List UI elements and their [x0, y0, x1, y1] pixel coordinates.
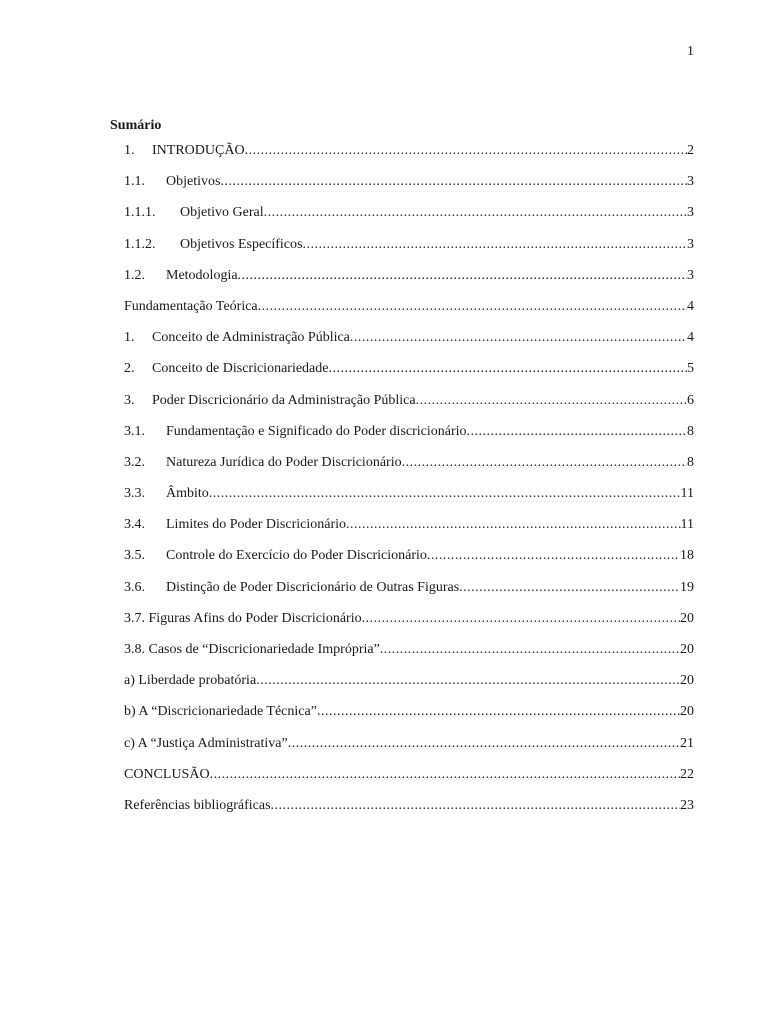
toc-entry-title: b) A “Discricionariedade Técnica” — [124, 704, 317, 720]
toc-entry-title: INTRODUÇÃO — [152, 143, 245, 158]
toc-entry[interactable] — [124, 358, 694, 389]
toc-dot-leader — [346, 514, 680, 536]
toc-entry[interactable] — [124, 296, 694, 327]
toc-dot-leader — [380, 639, 680, 661]
toc-entry-number: 3.2. — [124, 454, 145, 470]
toc-entry-title: CONCLUSÃO — [124, 766, 210, 782]
toc-dot-leader — [209, 483, 681, 505]
toc-entry[interactable] — [124, 670, 694, 701]
page-number: 1 — [687, 44, 694, 59]
toc-entry[interactable] — [124, 639, 694, 670]
toc-entry-number: 3.3. — [124, 486, 145, 502]
toc-entry-page: 3 — [687, 205, 694, 221]
toc-entry-page: 20 — [680, 642, 694, 657]
toc-entry-title: Fundamentação e Significado do Poder discricionário — [166, 423, 467, 439]
toc-entry-title: Controle do Exercício do Poder Discricionário — [166, 548, 427, 564]
toc-dot-leader — [210, 764, 680, 786]
toc-entry-page: 5 — [687, 361, 694, 377]
toc-entry[interactable] — [124, 421, 694, 452]
toc-entry-title: a) Liberdade probatória — [124, 673, 257, 689]
toc-entry-page: 19 — [680, 579, 694, 595]
toc-entry[interactable] — [124, 577, 694, 608]
toc-entry-title: Âmbito — [166, 486, 209, 502]
toc-dot-leader — [271, 795, 680, 817]
toc-entry-page: 23 — [680, 797, 694, 813]
toc-entry-title: Conceito de Administração Pública — [152, 330, 350, 346]
toc-entry[interactable] — [124, 452, 694, 483]
toc-dot-leader — [467, 421, 687, 443]
toc-entry-number: 1.1. — [124, 174, 145, 190]
toc-dot-leader — [220, 171, 687, 193]
toc-dot-leader — [416, 390, 687, 412]
toc-entry-title: Objetivos Específicos — [180, 236, 303, 252]
toc-entry-number: 3.6. — [124, 579, 145, 595]
toc-entry-page: 20 — [680, 673, 694, 689]
toc-entry-number: 1. — [124, 330, 135, 346]
toc-dot-leader — [402, 452, 687, 474]
toc-entry-number: 3. — [124, 392, 135, 408]
toc-dot-leader — [302, 234, 687, 256]
toc-entry[interactable] — [124, 140, 694, 171]
toc-entry[interactable] — [124, 234, 694, 265]
toc-dot-leader — [362, 608, 680, 630]
table-of-contents — [124, 140, 694, 826]
toc-entry[interactable] — [124, 701, 694, 732]
toc-entry[interactable] — [124, 327, 694, 358]
toc-entry[interactable] — [124, 265, 694, 296]
toc-entry-page: 20 — [680, 610, 694, 626]
toc-entry[interactable] — [124, 608, 694, 639]
toc-dot-leader — [264, 202, 687, 224]
toc-entry[interactable] — [124, 483, 694, 514]
toc-dot-leader — [238, 265, 687, 287]
toc-dot-leader — [245, 140, 687, 162]
toc-entry[interactable] — [124, 795, 694, 826]
toc-entry-title: Natureza Jurídica do Poder Discricionário — [166, 454, 402, 470]
toc-entry-number: 1.1.2. — [124, 236, 156, 252]
toc-entry-title: Poder Discricionário da Administração Pública — [152, 392, 416, 408]
toc-entry-page: 18 — [680, 548, 694, 564]
toc-dot-leader — [427, 545, 680, 567]
toc-entry-number: 3.1. — [124, 423, 145, 439]
toc-entry-title: Limites do Poder Discricionário — [166, 517, 347, 533]
toc-entry-page: 3 — [687, 174, 694, 190]
toc-entry-number: 3.4. — [124, 517, 145, 533]
toc-dot-leader — [328, 358, 687, 380]
toc-entry[interactable] — [124, 764, 694, 795]
toc-entry-number: 1. — [124, 143, 135, 158]
toc-dot-leader — [459, 577, 680, 599]
toc-entry-title: Fundamentação Teórica — [124, 298, 258, 314]
toc-entry[interactable] — [124, 514, 694, 545]
toc-entry-page: 20 — [680, 704, 694, 720]
toc-entry-page: 22 — [680, 766, 694, 782]
toc-entry[interactable] — [124, 390, 694, 421]
toc-entry-number: 2. — [124, 361, 135, 377]
toc-entry-page: 11 — [680, 517, 694, 533]
toc-entry-page: 21 — [680, 735, 694, 751]
toc-entry-title: 3.7. Figuras Afins do Poder Discricionário — [124, 610, 362, 626]
toc-dot-leader — [258, 296, 687, 318]
toc-entry-page: 4 — [687, 330, 694, 346]
toc-entry-page: 8 — [687, 454, 694, 470]
toc-entry-page: 11 — [680, 486, 694, 502]
toc-entry-number: 3.5. — [124, 548, 145, 564]
toc-entry-title: Metodologia — [166, 267, 238, 283]
toc-dot-leader — [350, 327, 687, 349]
toc-entry-page: 6 — [687, 392, 694, 408]
toc-entry-title: 3.8. Casos de “Discricionariedade Imprópria” — [124, 642, 380, 657]
toc-entry[interactable] — [124, 171, 694, 202]
toc-entry-page: 4 — [687, 298, 694, 314]
toc-dot-leader — [317, 701, 680, 723]
toc-entry-page: 8 — [687, 423, 694, 439]
toc-entry-page: 3 — [687, 267, 694, 283]
toc-entry-title: Conceito de Discricionariedade — [152, 361, 329, 377]
toc-entry-title: Referências bibliográficas — [124, 797, 271, 813]
toc-entry-title: Objetivo Geral — [180, 205, 264, 221]
toc-dot-leader — [288, 733, 680, 755]
toc-entry-title: Objetivos — [166, 174, 221, 190]
toc-entry-page: 2 — [687, 143, 694, 158]
toc-entry-number: 1.1.1. — [124, 205, 156, 221]
toc-entry-title: c) A “Justiça Administrativa” — [124, 735, 288, 751]
toc-entry-number: 1.2. — [124, 267, 145, 283]
toc-entry-page: 3 — [687, 236, 694, 252]
toc-entry[interactable] — [124, 733, 694, 764]
toc-title: Sumário — [110, 118, 162, 133]
toc-entry-title: Distinção de Poder Discricionário de Outras Figuras — [166, 579, 460, 595]
toc-entry[interactable] — [124, 545, 694, 576]
toc-entry[interactable] — [124, 202, 694, 233]
toc-dot-leader — [256, 670, 680, 692]
